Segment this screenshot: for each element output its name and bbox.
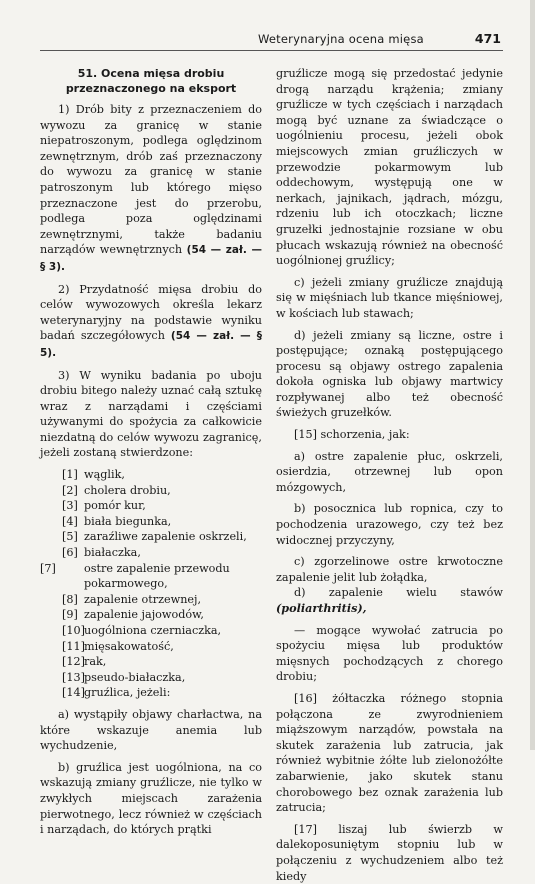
list-number: [10] bbox=[62, 624, 85, 637]
list-number: [12] bbox=[62, 655, 85, 669]
paragraph bbox=[276, 585, 503, 616]
paragraph: b) posocznica lub ropnica, czy to pochodzenia urazowego, czy też bez widocznej przyczyny, bbox=[276, 502, 503, 547]
paragraph: — mogące wywołać zatrucia po spożyciu mięsa lub produktów mięsnych pochodzących z chorego drobiu; bbox=[276, 623, 503, 684]
list-number: [6] bbox=[62, 546, 78, 560]
paragraph: [16] żółtaczka różnego stopnia połączona ze zwyrodnieniem miąższowym narządów, powstała na skutek zarażenia lub zatrucia, jak również wybitnie żółte lub zielonożółte zabarwienie, jako skutek stanu chorobowego bez oznak zarażenia lub zatrucia; bbox=[276, 691, 503, 815]
list-number: [9] bbox=[62, 608, 78, 622]
list-number: [8] bbox=[62, 592, 78, 606]
section-title bbox=[40, 66, 262, 96]
list-item bbox=[40, 670, 262, 686]
disease-list bbox=[40, 467, 262, 701]
paragraph: gruźlicze mogą się przedostać jedynie drogą narządu krążenia; zmiany gruźlicze w tych częściach i narządach mogą być uznane za świadczące o uogólnieniu procesu, jeżeli obok miejscowych zmian gruźliczych w przewodzie pokarmowym lub oddechowym, występują one w nerkach, jajnikach, jądrach, mózgu, rdzeniu lub ich otoczkach; liczne gruzełki jednostajnie rozsiane w obu płucach wskazują również na obecność uogólnionej gruźlicy; bbox=[276, 67, 503, 268]
paragraph-text: 1) Drób bity z przeznaczeniem do wywozu za granicę w stanie niepatroszonym, podlega oględzinom zewnętrznym, drób zaś przeznaczony do wywozu za granicę w stanie patroszonym lub którego mięso przeznaczone jest do przerobu, podlega poza oględzinami zewnętrznymi, także badaniu narządów wewnętrznych bbox=[40, 103, 262, 257]
list-text: pseudo-białaczka, bbox=[84, 670, 186, 684]
page-header bbox=[40, 30, 503, 51]
list-text: gruźlica, jeżeli: bbox=[84, 686, 171, 700]
list-text: ostre zapalenie przewodu pokarmowego, bbox=[84, 561, 230, 591]
list-item bbox=[40, 607, 262, 623]
paragraph: c) zgorzelinowe ostre krwotoczne zapalenie jelit lub żołądka, bbox=[276, 555, 503, 584]
list-number: [3] bbox=[62, 499, 78, 513]
paragraph-text: d) zapalenie wielu stawów bbox=[294, 586, 503, 600]
list-number: [7] bbox=[40, 561, 56, 575]
paragraph bbox=[40, 102, 262, 276]
list-item bbox=[40, 514, 262, 530]
list-number: [2] bbox=[62, 483, 78, 497]
list-text: uogólniona czerniaczka, bbox=[84, 624, 222, 637]
list-item bbox=[40, 639, 262, 655]
list-text: białaczka, bbox=[84, 546, 141, 560]
list-item bbox=[40, 483, 262, 499]
legal-reference: (54 — zał. — § 3). bbox=[40, 244, 263, 273]
paragraph: c) jeżeli zmiany gruźlicze znajdują się w mięśniach lub tkance mięśniowej, w kościach lub stawach; bbox=[276, 275, 503, 320]
paragraph: b) gruźlica jest uogólniona, na co wskazują zmiany gruźlicze, nie tylko w zwykłych miejscach zarażenia pierwotnego, lecz również w częściach i narządach, do których prątki bbox=[40, 760, 262, 837]
paragraph bbox=[40, 282, 262, 362]
left-column bbox=[40, 66, 262, 838]
list-number: [11] bbox=[62, 639, 85, 653]
list-item bbox=[40, 529, 262, 545]
list-text: mięsakowatość, bbox=[84, 639, 174, 653]
list-item bbox=[40, 561, 262, 592]
list-text: zaraźliwe zapalenie oskrzeli, bbox=[84, 530, 247, 544]
list-number: [5] bbox=[62, 530, 78, 544]
running-title: Weterynaryjna ocena mięsa bbox=[258, 32, 424, 46]
list-number: [13] bbox=[62, 670, 85, 684]
paragraph: a) ostre zapalenie płuc, oskrzeli, osierdzia, otrzewnej lub opon mózgowych, bbox=[276, 449, 503, 494]
list-text: biała biegunka, bbox=[84, 514, 172, 528]
list-item bbox=[40, 685, 262, 701]
list-item bbox=[40, 498, 262, 514]
list-item bbox=[40, 623, 262, 639]
list-text: wąglik, bbox=[84, 468, 125, 482]
list-text: cholera drobiu, bbox=[84, 483, 171, 497]
list-item bbox=[40, 592, 262, 608]
list-text: rak, bbox=[84, 655, 107, 669]
scan-edge bbox=[530, 0, 535, 750]
list-text: pomór kur, bbox=[84, 499, 146, 513]
legal-reference: (54 — zał. — § 5). bbox=[40, 330, 263, 359]
list-number: [1] bbox=[62, 468, 78, 482]
right-column bbox=[276, 66, 503, 884]
list-number: [4] bbox=[62, 514, 78, 528]
paragraph: [15] schorzenia, jak: bbox=[294, 428, 410, 442]
list-item bbox=[40, 654, 262, 670]
list-item bbox=[40, 467, 262, 483]
page-number: 471 bbox=[474, 31, 501, 46]
section-title-line: 51. Ocena mięsa drobiu bbox=[77, 67, 225, 80]
paragraph: 3) W wyniku badania po uboju drobiu bitego należy uznać całą sztukę wraz z narządami i częściami używanymi do spożycia za całkowicie niezdatną do celów wywozu zagranicę, jeżeli zostaną stwierdzone: bbox=[40, 368, 262, 460]
paragraph: d) jeżeli zmiany są liczne, ostre i postępujące; oznaką postępującego procesu są objawy ostrego zapalenia dokoła ogniska lub objawy martwicy rozpływanej albo też obecność świeżych gruzełków. bbox=[276, 328, 503, 420]
paragraph-text: 2) Przydatność mięsa drobiu do celów wywozowych określa lekarz weterynaryjny na podstawie wyniku badań szczegółowych bbox=[40, 282, 262, 343]
section-title-line: przeznaczonego na eksport bbox=[65, 82, 237, 95]
latin-term: (poliarthritis), bbox=[276, 601, 367, 615]
paragraph: a) wystąpiły objawy charłactwa, na które wskazuje anemia lub wychudzenie, bbox=[40, 707, 262, 753]
list-text: zapalenie otrzewnej, bbox=[84, 592, 202, 606]
list-number: [14] bbox=[62, 686, 85, 700]
list-text: zapalenie jajowodów, bbox=[84, 608, 204, 622]
list-item bbox=[40, 545, 262, 561]
paragraph: [17] liszaj lub świerzb w dalekoposuniętym stopniu lub w połączeniu z wychudzeniem albo też kiedy bbox=[276, 822, 503, 883]
